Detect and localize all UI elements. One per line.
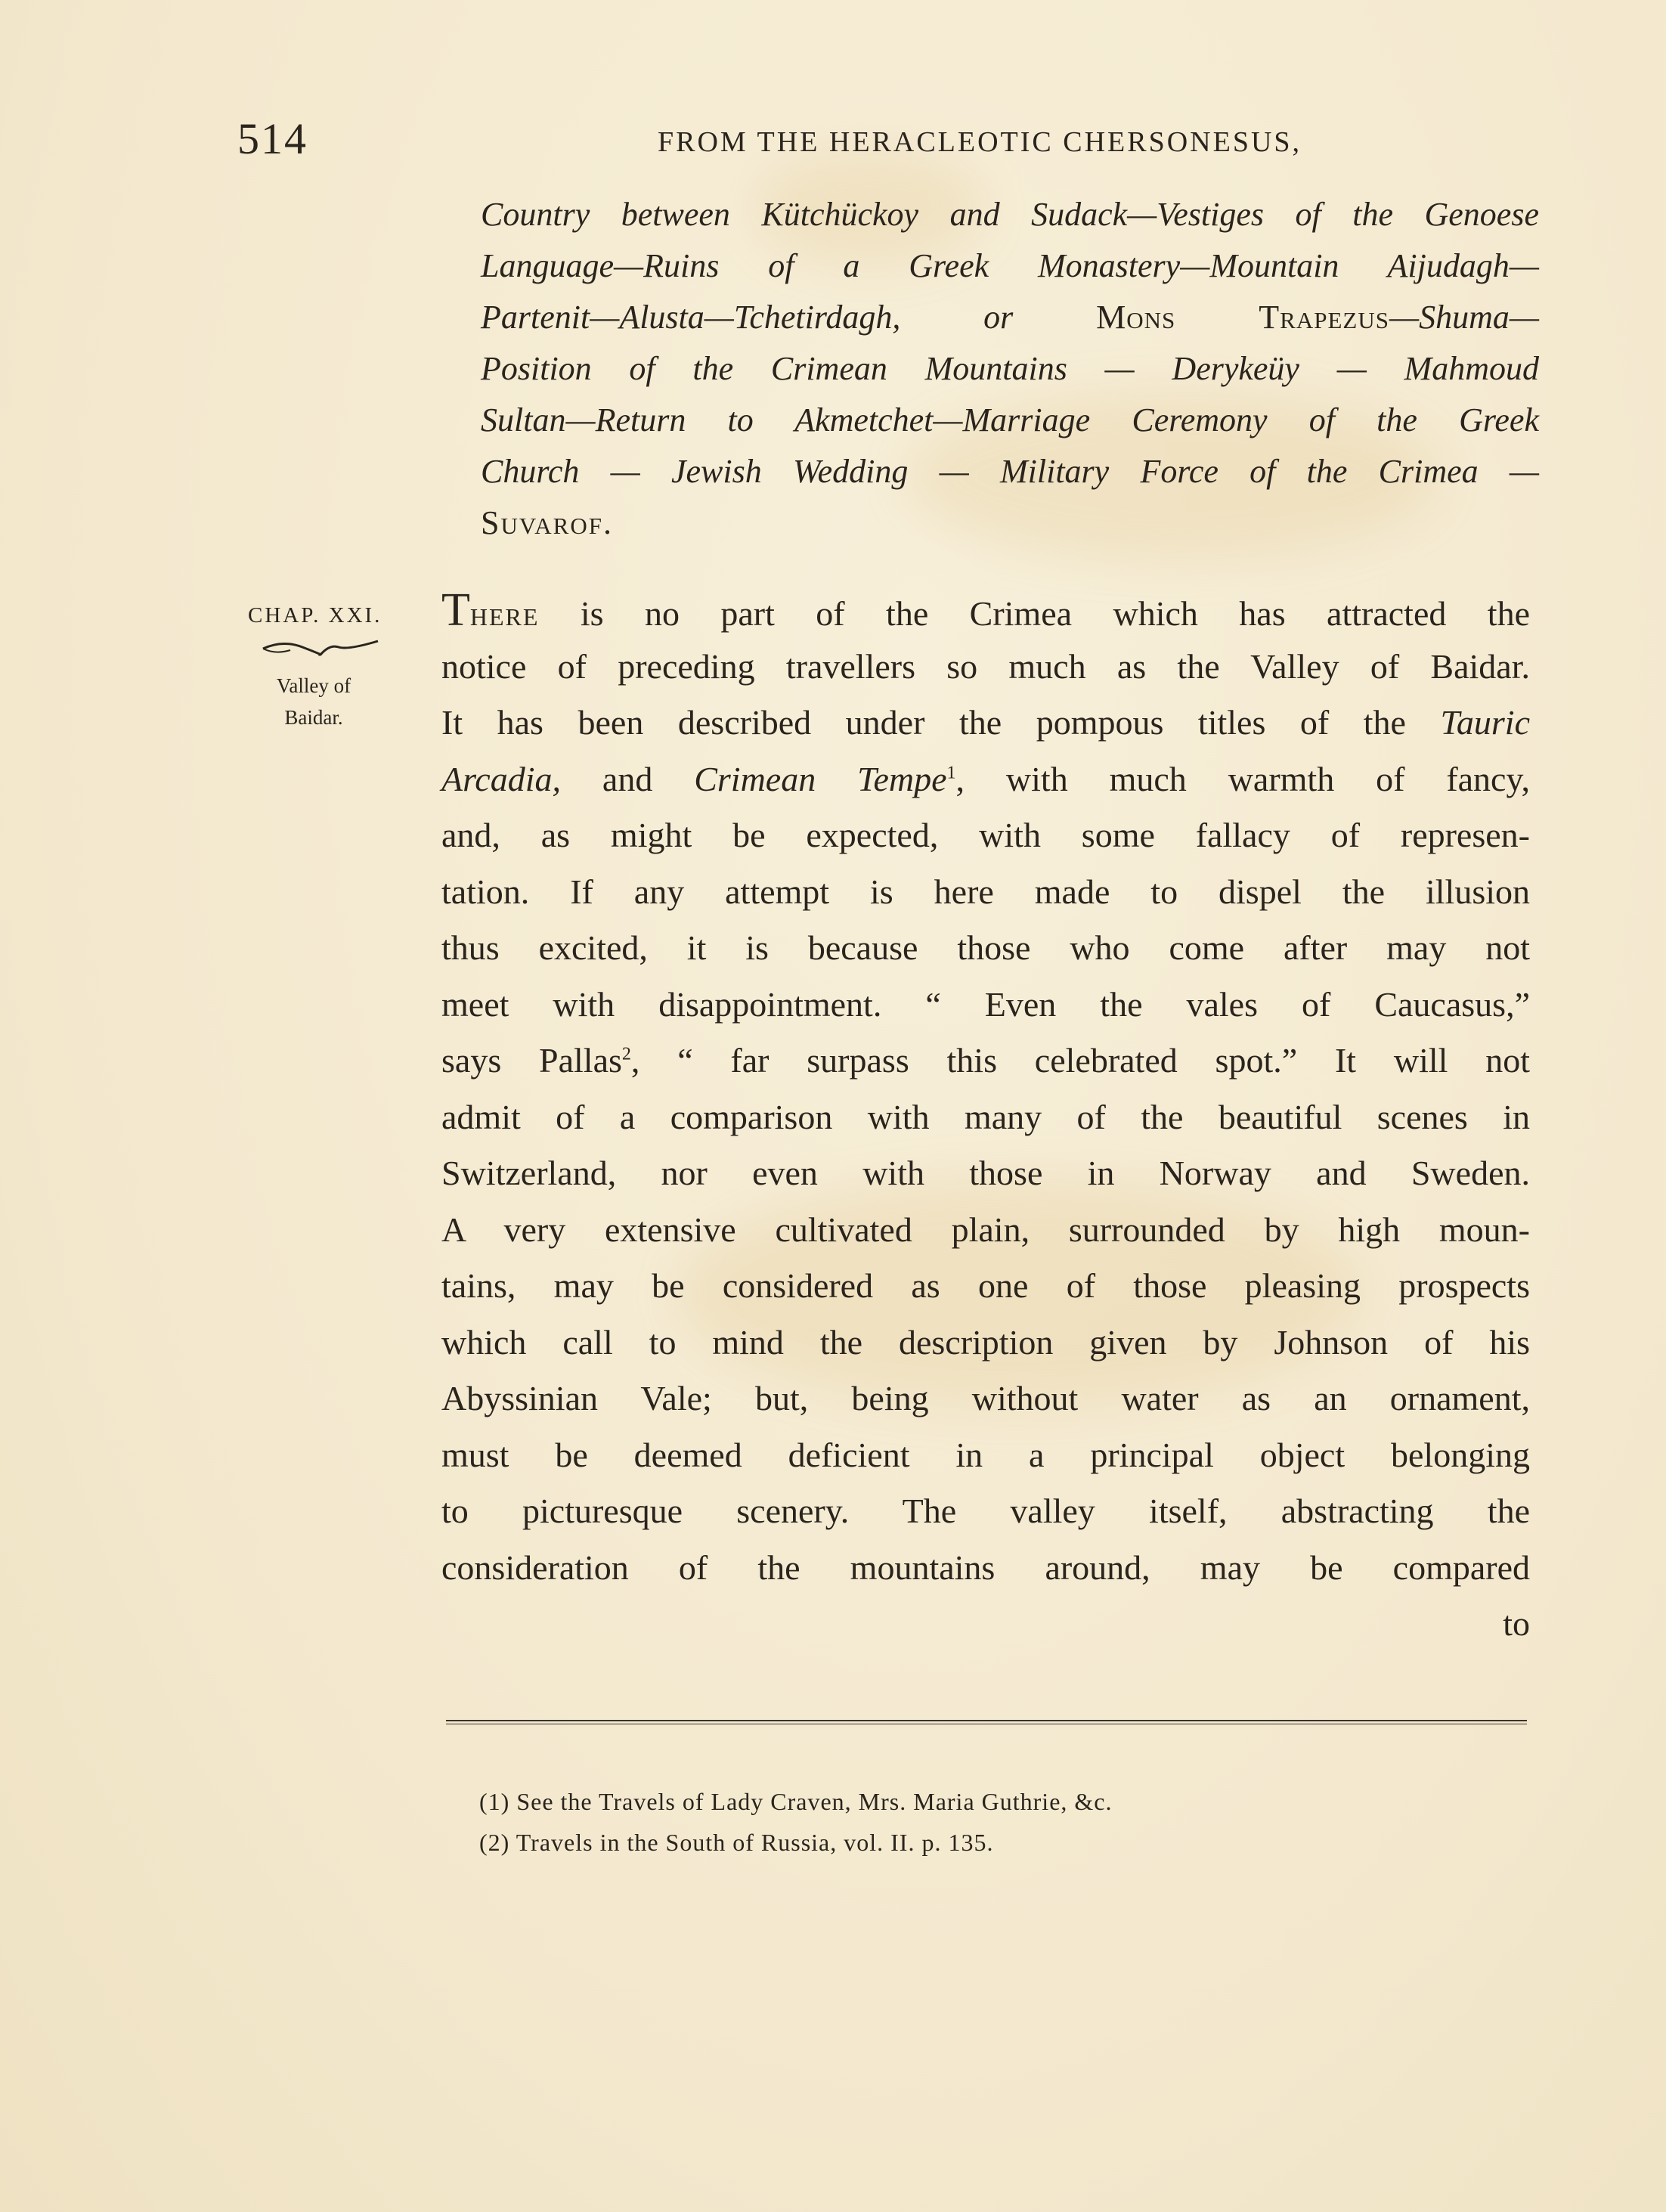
summary-line: Sultan—Return to Akmetchet—Marriage Ceremony of the Greek bbox=[481, 401, 1539, 438]
footnote-rule bbox=[446, 1720, 1527, 1724]
summary-line: Church — Jewish Wedding — Military Force of the Crimea — bbox=[481, 453, 1539, 490]
text-line: tation. If any attempt is here made to dispel the illusion bbox=[441, 872, 1530, 911]
text-line: says Pallas$^2$, “ far surpass this celebrated spot.” It will not bbox=[441, 1041, 1530, 1080]
text-line: to picturesque scenery. The valley itself, abstracting the bbox=[441, 1492, 1530, 1530]
drop-cap: T bbox=[441, 584, 470, 636]
text-line: notice of preceding travellers so much as the Valley of Baidar. bbox=[441, 646, 1530, 686]
marginal-note-line: Baidar. bbox=[284, 706, 343, 729]
text-line: A very extensive cultivated plain, surrounded by high moun- bbox=[441, 1210, 1530, 1249]
chapter-summary bbox=[481, 189, 1539, 549]
summary-line: Language—Ruins of a Greek Monastery—Mountain Aijudagh— bbox=[481, 247, 1539, 284]
footnote: (2) Travels in the South of Russia, vol. II. p. 135. bbox=[479, 1829, 994, 1856]
summary-line: Position of the Crimean Mountains — Derykeüy — Mahmoud bbox=[481, 350, 1539, 387]
text-line: Switzerland, nor even with those in Norway and Sweden. bbox=[441, 1154, 1530, 1192]
running-head: FROM THE HERACLEOTIC CHERSONESUS, bbox=[658, 126, 1302, 158]
text-line: consideration of the mountains around, may be compared bbox=[441, 1547, 1530, 1587]
marginal-note bbox=[249, 670, 378, 733]
text-line: admit of a comparison with many of the beautiful scenes in bbox=[441, 1097, 1530, 1136]
flourish-ornament bbox=[260, 635, 381, 662]
text-line: meet with disappointment. “ Even the vales of Caucasus,” bbox=[441, 984, 1530, 1024]
marginal-note-line: Valley of bbox=[276, 674, 351, 697]
text-line: Abyssinian Vale; but, being without water as an ornament, bbox=[441, 1379, 1530, 1417]
footnote-ref: 2 bbox=[621, 1044, 631, 1064]
text-line: tains, may be considered as one of those pleasing prospects bbox=[441, 1266, 1530, 1305]
text-line: There is no part of the Crimea which has attracted the bbox=[441, 584, 1530, 636]
text-line: and, as might be expected, with some fallacy of represen- bbox=[441, 816, 1530, 854]
body-text bbox=[441, 582, 1530, 1653]
page-number: 514 bbox=[237, 114, 308, 163]
text-line: Arcadia, and Crimean Tempe$^1$, with much warmth of fancy, bbox=[441, 759, 1530, 798]
footnote: (1) See the Travels of Lady Craven, Mrs. Maria Guthrie, &c. bbox=[479, 1788, 1113, 1815]
chapter-heading: CHAP. XXI. bbox=[248, 603, 382, 627]
text-line: which call to mind the description given by Johnson of his bbox=[441, 1322, 1530, 1362]
text-line: must be deemed deficient in a principal object belonging bbox=[441, 1435, 1530, 1474]
text-line: thus excited, it is because those who come after may not bbox=[441, 928, 1530, 967]
text-line: It has been described under the pompous titles of the Tauric bbox=[441, 703, 1530, 742]
summary-line: Country between Kütchückoy and Sudack—Vestiges of the Genoese bbox=[481, 196, 1539, 233]
footnote-ref: 1 bbox=[946, 763, 956, 783]
summary-line: Partenit—Alusta—Tchetirdagh, or Mons Trapezus—Shuma— bbox=[481, 299, 1539, 336]
catchword: to bbox=[1503, 1604, 1530, 1643]
summary-line: Suvarof. bbox=[481, 504, 613, 541]
footnotes bbox=[479, 1781, 1112, 1863]
